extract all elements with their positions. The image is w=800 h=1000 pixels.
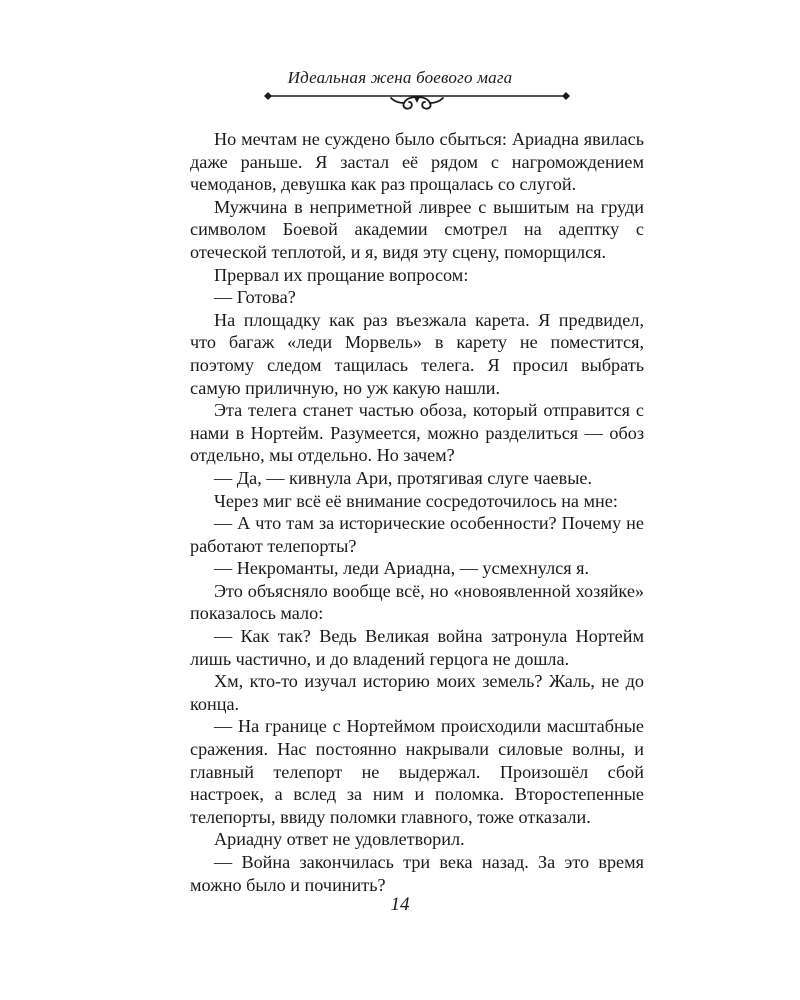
page-body [190, 128, 644, 896]
paragraph: — Как так? Ведь Великая война затронула Нортейм лишь частично, и до владений герцога не дошла. [190, 626, 644, 669]
paragraph: На площадку как раз въезжала карета. Я предвидел, что багаж «леди Морвель» в карету не поместится, поэтому следом тащилась телега. Я просил выбрать самую приличную, но уж какую нашли. [190, 309, 644, 398]
scroll-divider-icon [264, 84, 570, 112]
paragraph: — На границе с Нортеймом происходили масштабные сражения. Нас постоянно накрывали силовые волны, и главный телепорт не выдержал. Произошёл сбой настроек, а вслед за ним и поломка. Второстепенные телепорты, ввиду поломки главного, тоже отказали. [190, 716, 644, 827]
running-title: Идеальная жена боевого мага [287, 68, 513, 87]
paragraph: Через миг всё её внимание сосредоточилось на мне: [214, 490, 618, 511]
paragraph: Это объясняло вообще всё, но «новоявленной хозяйке» показалось мало: [190, 580, 644, 624]
paragraph: Прервал их прощание вопросом: [214, 264, 469, 285]
paragraph: Ариадну ответ не удовлетворил. [214, 829, 465, 850]
paragraph: Но мечтам не суждено было сбыться: Ариадна явилась даже раньше. Я застал её рядом с нагромождением чемоданов, девушка как раз прощалась со слугой. [190, 129, 644, 195]
paragraph: — Да, — кивнула Ари, протягивая слуге чаевые. [214, 467, 593, 488]
paragraph: — А что там за исторические особенности? Почему не работают телепорты? [190, 513, 644, 556]
paragraph: Эта телега станет частью обоза, который отправится с нами в Нортейм. Разумеется, можно разделиться — обоз отдельно, мы отдельно. Но зачем? [190, 400, 644, 466]
paragraph: Хм, кто-то изучал историю моих земель? Жаль, не до конца. [190, 671, 644, 714]
paragraph: Мужчина в неприметной ливрее с вышитым на груди символом Боевой академии смотрел на адептку с отеческой теплотой, и я, видя эту сцену, поморщился. [190, 196, 644, 262]
paragraph: — Готова? [214, 287, 296, 308]
paragraph: — Некроманты, леди Ариадна, — усмехнулся я. [214, 558, 590, 579]
paragraph: — Война закончилась три века назад. За это время можно было и починить? [190, 852, 644, 895]
page-number: 14 [390, 894, 410, 915]
